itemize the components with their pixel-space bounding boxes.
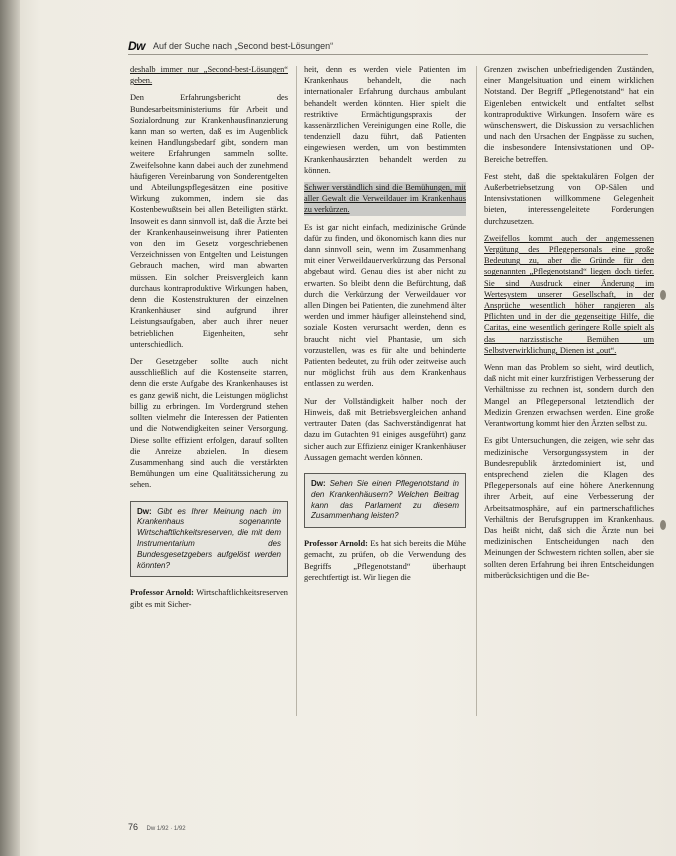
paragraph: Fest steht, daß die spektakulären Folgen der Außerbetriebsetzung von OP-Sälen und Intensivstationen willkommene Gelegenheit bieten, interessengeleitete Forderungen durchzusetzen. [484, 171, 654, 226]
paragraph: Den Erfahrungsbericht des Bundesarbeitsministeriums für Arbeit und Sozialordnung zur Krankenhausfinanzierung kann man so werten, daß es im Augenblick keinen Handlungsbedarf gibt, sondern man weitere Erfahrungen sammeln sollte. Zweifelsohne kann dabei auch der zunehmend häufigeren Vereinbarung von Sonderentgelten und Abteilungspflegesätzen eine positive Wirkung zukommen, indem sie das Kostenbewußtsein bei allen Beteiligten stärkt. Insoweit es dann sinnvoll ist, daß die Ärzte bei der Krankenhauseinweisung ihrer Patienten von den im Gesetz vorgeschriebenen Verzeichnissen von Entgelten und Leistungen Gebrauch machen, wird man abwarten müssen. Ein solcher Preisvergleich kann durchaus kontraproduktive Wirkungen haben, denn die Kostenstrukturen der einzelnen Krankenhäuser sind aufgrund ihrer Leistungsaufgaben, aber auch ihrer neuer betrieblichen Eigenheiten, sehr unterschiedlich. [130, 93, 288, 349]
interview-question-box [130, 501, 288, 578]
paragraph: Der Gesetzgeber sollte auch nicht ausschließlich auf die Kostenseite starren, denn die erste Aufgabe des Krankenhauses ist es ganz gewiß nicht, die Leistungen möglichst billig zu erbringen. Im Vordergrund stehen sollten vielmehr die Interessen der Patienten und die Notwendigkeiten seiner Versorgung. Diese sollte effizient erfolgen, darauf sollten die Anreize abzielen. In diesem Zusammenhang sind auch die verstärkten Bemühungen um eine Qualitätssicherung zu sehen. [130, 357, 288, 490]
speaker-label: Professor Arnold: [304, 539, 368, 549]
paragraph: heit, denn es werden viele Patienten im Krankenhaus behandelt, die nach internationaler Erfahrung durchaus ambulant behandelt werden könnten. Hier spielt die restriktive Ermächtigungspraxis der kassenärztlichen Vereinigungen eine Rolle, die tendenziell dazu führt, daß Patienten eingewiesen werden, um von bestimmten Krankenhausärzten behandelt werden zu können. [304, 65, 466, 175]
text-column-2 [304, 64, 466, 839]
question-label: Dw: [137, 506, 152, 516]
running-title: Auf der Suche nach „Second best-Lösungen“ [153, 41, 334, 51]
paragraph: deshalb immer nur „Second-best-Lösungen“ geben. [130, 65, 288, 86]
highlighted-paragraph: Schwer verständlich sind die Bemühungen, mit aller Gewalt die Verweildauer im Krankenhaus zu verkürzen. [304, 183, 466, 215]
paragraph: Grenzen zwischen unbefriedigenden Zuständen, einer Mangelsituation und einem wirklichen Notstand. Der Begriff „Pflegenotstand“ hat ein Eigenleben entwickelt und entfaltet selbst kontraproduktive Wirkungen. Insofern wäre es wünschenswert, die Diskussion zu versachlichen und nach den Ursachen der Engpässe zu suchen, die insbesondere Intensivstationen und OP-Bereiche betreffen. [484, 65, 654, 164]
column-divider [476, 66, 477, 716]
punch-hole [660, 520, 666, 530]
column-divider [296, 66, 297, 716]
page-binding-edge [0, 0, 20, 856]
answer-text: Wirtschaftlichkeitsreserven gibt es mit Sicher- [130, 588, 288, 609]
underlined-paragraph: Zweifellos kommt auch der angemessenen Vergütung des Pflegepersonals eine große Bedeutung zu, aber die Gründe für den sogenannten „Pflegenotstand“ liegen doch tiefer. Sie sind Ausdruck einer Änderung im Wertesystem unserer Gesellschaft, in der Ansprüche wesentlich höher rangieren als Pflichten und in der die gegenseitige Hilfe, die Caritas, eine wesentlich geringere Rolle spielt als das narzisstische Bemühen um Selbstverwirklichung, Dienen ist „out“. [484, 233, 654, 355]
page-header [128, 38, 648, 55]
paragraph: Es gibt Untersuchungen, die zeigen, wie sehr das medizinische Versorgungssystem in der Bundesrepublik ärztedominiert ist, und entsprechend zielen die Klagen des Pflegepersonals auf eine höhere Anerkennung ihrer Arbeit, auf eine Verbesserung der Arbeitsatmosphäre, auf ein partnerschaftliches Verhältnis der Berufsgruppen im Krankenhaus. Das heißt nicht, daß sich die Ärzte nun bei medizinischen Entscheidungen nach den Meinungen der Schwestern richten sollen, aber sie sollten deren Erfahrung bei ihren Entscheidungen mitberücksichtigen und die Be- [484, 436, 654, 580]
question-text: Gibt es Ihrer Meinung nach im Krankenhaus sogenannte Wirtschaftlichkeitsreserven, die mit dem Instrumentarium des Bundesgesetzgebers aufgelöst werden könnten? [137, 506, 281, 570]
paragraph [304, 538, 466, 583]
interview-question-box [304, 473, 466, 528]
question-label: Dw: [311, 478, 326, 488]
speaker-label: Professor Arnold: [130, 588, 194, 598]
question-text: Sehen Sie einen Pflegenotstand in den Krankenhäusern? Welchen Beitrag kann das Parlament zu diesem Zusammenhang leisten? [311, 478, 459, 521]
text-column-3 [484, 64, 654, 839]
paragraph [130, 587, 288, 609]
page-number: 76 [128, 822, 139, 832]
paragraph: Nur der Vollständigkeit halber noch der Hinweis, daß mit Betriebsvergleichen anhand vertrauter Daten (das Sachverständigenrat hat dazu im Gutachten 91 einiges ausgeführt) ganz sicher auch zur Effizienz einiger Krankenhäuser Aussagen gemacht werden können. [304, 396, 466, 462]
paragraph: Es ist gar nicht einfach, medizinische Gründe dafür zu finden, und ökonomisch kann dies nur dann sinnvoll sein, wenn im Zusammenhang mit einer Verweildauerverkürzung das Personal abgebaut wird. Genau dies ist aber nicht zu erwarten. So bleibt denn die Befürchtung, daß durch die Verkürzung der Verweildauer vor allen Dingen bei Patienten, die zunehmend älter werden und immer häufiger alleinstehend sind, soziale Kosten verursacht werden, denn es braucht nicht viel Phantasie, um sich vorzustellen, was es für alte und behinderte Patienten bedeutet, zu früh oder zeitweise auch nur möglichst früh aus dem Krankenhaus entlassen zu werden. [304, 222, 466, 389]
punch-hole [660, 290, 666, 300]
issue-label: Dw 1/92 · 1/92 [146, 826, 186, 832]
paragraph: Wenn man das Problem so sieht, wird deutlich, daß nicht mit einer kurzfristigen Verbesserung der Verhältnisse zu rechnen ist, sondern durch den Mangel an Pflegepersonal letztendlich der Medizin Grenzen erwachsen werden. Eine große Verantwortung kommt hier den Ärzten selbst zu. [484, 363, 654, 429]
answer-text: Es hat sich bereits die Mühe gemacht, zu prüfen, ob die Verwendung des Begriffs „Pflegenotstand“ überhaupt gerechtfertigt ist. Wir liegen die [304, 539, 466, 582]
magazine-logo: Dw [128, 39, 145, 53]
text-column-1 [130, 64, 288, 839]
page-footer [128, 822, 186, 832]
